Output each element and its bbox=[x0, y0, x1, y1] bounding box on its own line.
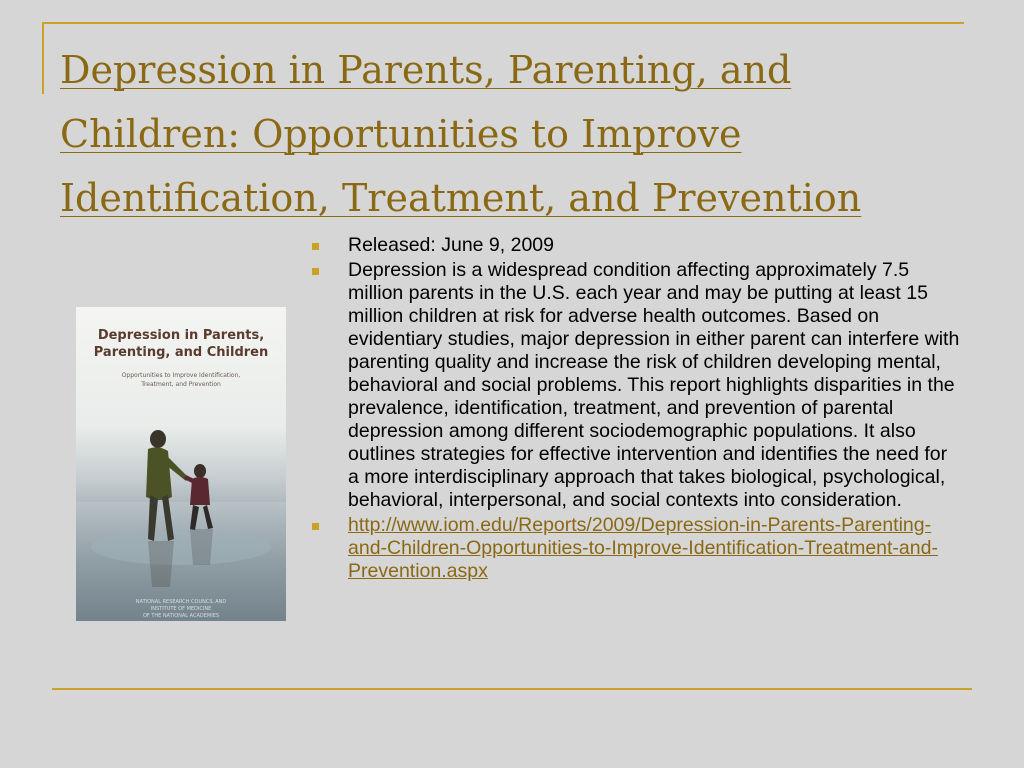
cover-publisher bbox=[76, 599, 286, 620]
released-text: Released: June 9, 2009 bbox=[348, 234, 554, 256]
bullet-list bbox=[310, 234, 960, 585]
square-bullet-icon bbox=[312, 243, 319, 250]
report-url-link[interactable]: http://www.iom.edu/Reports/2009/Depression-in-Parents-Parenting-and-Children-Opportunities-to-Improve-Identification-Treatment-and-Prevention.aspx bbox=[348, 514, 938, 582]
square-bullet-icon bbox=[312, 523, 319, 530]
cover-subtitle-line-1: Opportunities to Improve Identification, bbox=[121, 372, 241, 379]
square-bullet-icon bbox=[312, 268, 319, 275]
bullet-item-link bbox=[310, 514, 960, 583]
report-cover-image bbox=[76, 307, 286, 621]
cover-publisher-line-3: OF THE NATIONAL ACADEMIES bbox=[142, 613, 220, 619]
top-accent-rule bbox=[42, 22, 964, 24]
left-accent-rule bbox=[42, 22, 44, 94]
title-line-1: Depression in Parents, Parenting, and bbox=[60, 48, 792, 92]
bottom-accent-rule bbox=[52, 688, 972, 690]
title-line-3: Identification, Treatment, and Prevention bbox=[60, 176, 862, 220]
slide-title bbox=[60, 38, 960, 230]
bullet-item-description bbox=[310, 259, 960, 512]
cover-subtitle bbox=[76, 371, 286, 389]
cover-title-line-2: Parenting, and Children bbox=[93, 345, 269, 360]
description-text: Depression is a widespread condition affecting approximately 7.5 million parents in the U.S. each year and may be putting at least 15 million children at risk for adverse health outcomes. Based on evidentiary studies, major depression in either parent can interfere with parenting quality and increase the risk of children developing mental, behavioral and social problems. This report highlights disparities in the prevalence, identification, treatment, and prevention of parental depression among different sociodemographic populations. It also outlines strategies for effective intervention and identifies the need for a more interdisciplinary approach that takes biological, psychological, behavioral, interpersonal, and social contexts into consideration. bbox=[348, 259, 960, 511]
cover-subtitle-line-2: Treatment, and Prevention bbox=[141, 381, 221, 388]
cover-title bbox=[76, 327, 286, 361]
cover-title-line-1: Depression in Parents, bbox=[97, 328, 265, 343]
bullet-item-released bbox=[310, 234, 960, 257]
cover-publisher-line-2: INSTITUTE OF MEDICINE bbox=[150, 606, 212, 612]
cover-publisher-line-1: NATIONAL RESEARCH COUNCIL AND bbox=[135, 599, 227, 605]
title-line-2: Children: Opportunities to Improve bbox=[60, 112, 742, 156]
